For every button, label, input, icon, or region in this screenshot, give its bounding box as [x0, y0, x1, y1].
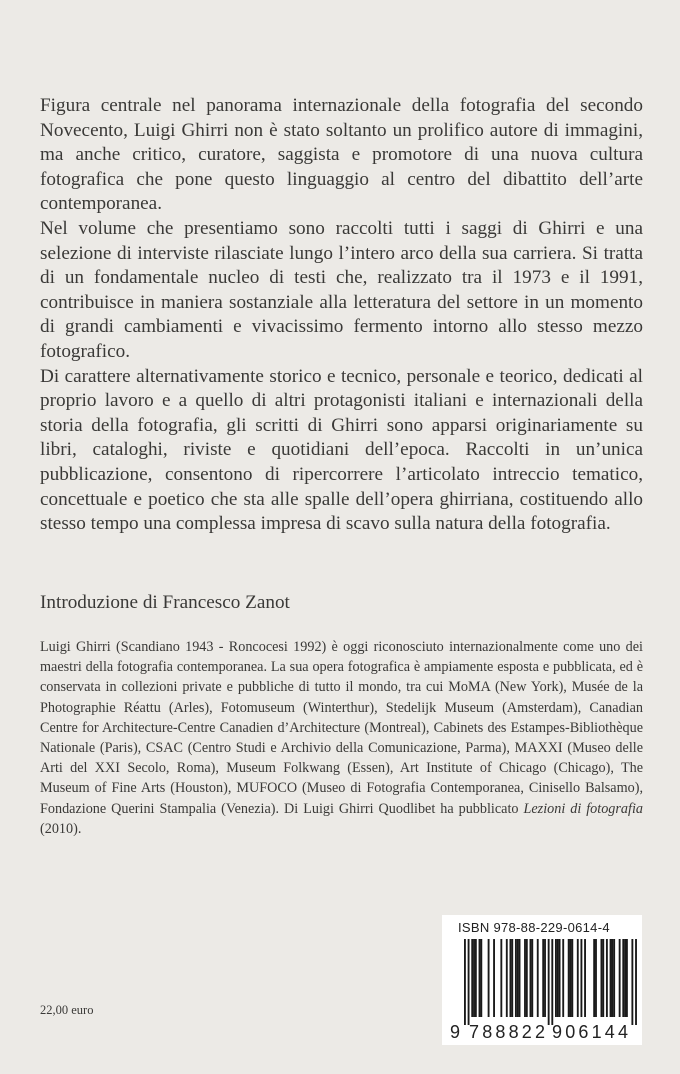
barcode-bar — [568, 939, 570, 1017]
barcode-bar — [475, 939, 477, 1017]
barcode-bar — [517, 939, 519, 1017]
back-cover-description — [40, 94, 643, 537]
barcode-bar — [479, 939, 481, 1017]
barcode-bar — [571, 939, 573, 1017]
barcode-bar — [548, 939, 550, 1025]
barcode-bar — [515, 939, 517, 1017]
isbn-label: ISBN 978-88-229-0614-4 — [458, 920, 610, 935]
barcode-bar — [488, 939, 490, 1017]
barcode-bar — [601, 939, 603, 1017]
barcode-bar — [631, 939, 633, 1025]
barcode-bar — [606, 939, 608, 1017]
barcode-bar — [580, 939, 582, 1017]
barcode-bar — [602, 939, 604, 1017]
barcode-bar — [511, 939, 513, 1017]
barcode-bar — [537, 939, 539, 1017]
barcode-bar — [551, 939, 553, 1025]
barcode-bar — [473, 939, 475, 1017]
barcode-bar — [626, 939, 628, 1017]
barcode-bar — [468, 939, 470, 1025]
author-bio — [40, 637, 643, 839]
barcode-bar — [595, 939, 597, 1017]
barcode-bar — [464, 939, 466, 1025]
description-paragraph-1: Figura centrale nel panorama internazionale della fotografia del secondo Novecento, Luigi Ghirri non è stato soltanto un prolifico autore di immagini, ma anche critico, curatore, saggista e promotore di una nuova cultura fotografica che pone questo linguaggio al centro del dibattito dell’arte contemporanea. — [40, 95, 643, 215]
barcode-bar — [559, 939, 561, 1017]
barcode-bar — [480, 939, 482, 1017]
barcode — [442, 915, 642, 1045]
barcode-bar — [493, 939, 495, 1017]
barcode-first-digit: 9 — [450, 1022, 461, 1042]
barcode-bar — [519, 939, 521, 1017]
barcode-bar — [577, 939, 579, 1017]
author-bio-ending: (2010). — [40, 820, 82, 837]
description-paragraph-3: Di carattere alternativamente storico e tecnico, personale e teorico, dedicati al proprio lavoro e a quello di altri protagonisti italiani e internazionali della storia della fotografia, gli scritti di Ghirri sono apparsi originariamente su libri, cataloghi, riviste e quotidiani dell’epoca. Raccolti in un’unica pubblicazione, consentono di ripercorrere l’articolato intreccio tematico, concettuale e poetico che sta alle spalle dell’opera ghirriana, costituendo allo stesso tempo una complessa impresa di scavo sulla natura della fotografia. — [40, 365, 643, 535]
barcode-bar — [622, 939, 624, 1017]
barcode-bar — [542, 939, 544, 1017]
barcode-bar — [624, 939, 626, 1017]
barcode-bar — [570, 939, 572, 1017]
description-paragraph-2: Nel volume che presentiamo sono raccolti tutti i saggi di Ghirri e una selezione di interviste rilasciate lungo l’intero arco della sua carriera. Si tratta di un fondamentale nucleo di testi che, realizzato tra il 1973 e il 1991, contribuisce in maniera sostanziale alla letteratura del settore in un momento di grandi cambiamenti e vivacissimo fermento intorno allo stesso mezzo fotografico. — [40, 217, 643, 362]
book-title: Lezioni di fotografia — [523, 800, 643, 817]
barcode-left-digits: 788822 — [469, 1022, 545, 1042]
barcode-bar — [562, 939, 564, 1017]
barcode-bar — [613, 939, 615, 1017]
barcode-bar — [510, 939, 512, 1017]
barcode-bar — [557, 939, 559, 1017]
barcode-bar — [635, 939, 637, 1025]
barcode-bar — [531, 939, 533, 1017]
author-bio-text: Luigi Ghirri (Scandiano 1943 - Roncocesi 1992) è oggi riconosciuto internazionalmente come uno dei maestri della fotografia contemporanea. La sua opera fotografica è ampiamente esposta e pubblicata, ed è conservata in collezioni private e pubbliche di tutto il mondo, tra cui MoMA (New York), Musée de la Photographie Réattu (Arles), Fotomuseum (Winterthur), Stedelijk Museum (Amsterdam), Canadian Centre for Architecture-Centre Canadien d’Architecture (Montreal), Cabinets des Estampes-Bibliothèque Nationale (Paris), CSAC (Centro Studi e Archivio della Comunicazione, Parma), MAXXI (Museo delle Arti del XXI Secolo, Roma), Museum Folkwang (Essen), Art Institute of Chicago (Chicago), The Museum of Fine Arts (Houston), MUFOCO (Museo di Fotografia Contemporanea, Cinisello Balsamo), Fondazione Querini Stampalia (Venezia). Di Luigi Ghirri Quodlibet ha pubblicato — [40, 639, 643, 817]
barcode-bar — [544, 939, 546, 1017]
barcode-bar — [526, 939, 528, 1017]
barcode-bar — [471, 939, 473, 1017]
barcode-bar — [500, 939, 502, 1017]
barcode-bar — [530, 939, 532, 1017]
barcode-bar — [524, 939, 526, 1017]
barcode-bar — [593, 939, 595, 1017]
barcode-right-digits: 906144 — [552, 1022, 628, 1042]
barcode-bar — [584, 939, 586, 1017]
barcode-bar — [555, 939, 557, 1017]
price: 22,00 euro — [40, 1003, 94, 1017]
barcode-bar — [610, 939, 612, 1017]
barcode-bar — [506, 939, 508, 1017]
barcode-bars — [442, 915, 642, 1045]
barcode-bar — [619, 939, 621, 1017]
introduction-credit: Introduzione di Francesco Zanot — [40, 592, 290, 613]
barcode-bar — [611, 939, 613, 1017]
